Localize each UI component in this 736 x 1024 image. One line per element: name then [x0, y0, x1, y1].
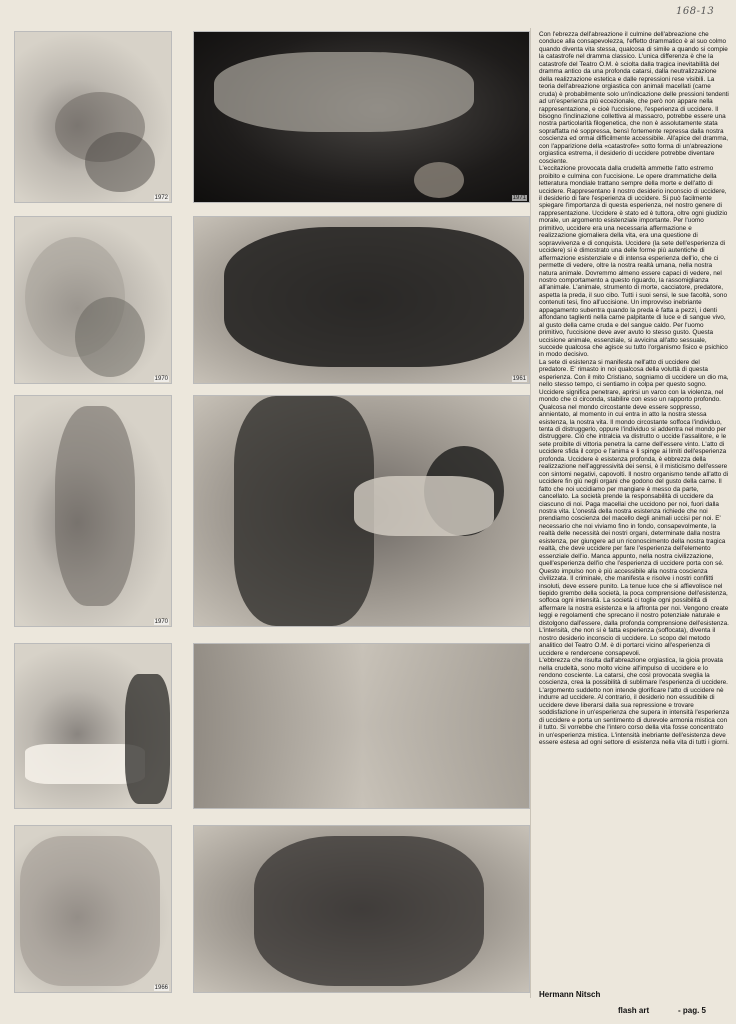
page-number: - pag. 5	[678, 1006, 707, 1015]
paragraph: L'ebbrezza che risulta dall'abreazione orgiastica, la gioia provata nella crudeltà, sono molto vicine all'impulso di uccidere e lo rendono cosciente. La catarsi, che così provocata sveglia la coscienza, crea la possibilità di sublimare l'esperienza di uccidere. L'argomento suddetto non intende glorificare l'atto di uccidere nè indurre ad uccidere. Al contrario, il desiderio non essudibile di uccidere deve liberarsi dalla sua repressione e trovare soddisfazione in un'esperienza che supera in intensità l'esperienza di uccidere e porta un sentimento di durevole armonia mistica con il tutto. Si vorrebbe che l'intero corso della vita fosse concentrato in un'esperienza mistica. L'intensità inebriante dell'esistenza deve essere estesa ad ogni settore di esistenza nella vita di tutti i giorni.	[539, 657, 729, 747]
paragraph: L'eccitazione provocata dalla crudeltà ammette l'atto estremo proibito e culmina con l'uccisione. Le opere drammatiche della letteratura mondiale trattano sempre della morte e dell'atto di uccidere. Rappresentano il nostro desiderio inconscio di uccidere, il desiderio di fare l'esperienza di uccidere. Si può facilmente spiegare l'importanza di questa esperienza, nel nostro genere di rappresentazione. Uccidere è stato ed è tuttora, oltre ogni giudizio morale, un argomento esistenziale importante. Per l'uomo primitivo, uccidere era una necessaria affermazione e realizzazione giornaliera della vita, era una questione di sopravvivenza e di conquista. Uccidere (la sete dell'esperienza di uccidere) si è dimostrato una delle forme più autentiche di affermazione esistenziale e di intensa esperienza dell'io, che ci permette di vedere, oltre la nostra realtà umana, nella nostra natura animale. Dovremmo almeno essere capaci di vedere, nel nostro comportamento a questo riguardo, la rassomiglianza all'animale. L'animale, strumento di morte, cacciatore, predatore, aspetta la preda, il suo cibo. Tutti i suoi sensi, le sue facoltà, sono contenuti tesi, fino all'uccisione. Un improvviso inebriante appagamento subentra quando la preda è fatta a pezzi, i denti affondano taglienti nella carne palpitante di luce e di sangue vivo, al gusto della carne cruda e del sangue caldo. Per l'uomo primitivo, l'uccisione deve aver avuto lo stesso gusto. Questa uccisione animale, essenziale, si avvicina all'atto sessuale, succede qualcosa che agisce su tutto l'organismo fisico e psichico in modo decisivo.	[539, 165, 728, 359]
photo-carcass-2	[14, 395, 172, 627]
photo-action-floor	[14, 643, 172, 809]
photo-action-performers	[193, 395, 530, 627]
paragraph: La sete di esistenza si manifesta nell'atto di uccidere del predatore. E' rimasto in noi qualcosa della voluttà di questa esperienza. Con il mito Cristiano, sogniamo di uccidere un dio ma, nello stesso tempo, ci sentiamo in colpa per questo sogno. Uccidere significa penetrare, aprirsi un varco con la violenza, nel mondo che ci circonda, stabilire con esso un rapporto profondo. Qualcosa nel mondo circostante deve essere soppresso, annientato, al momento in cui entra in atto la nostra stessa esistenza, la nostra vita. Il mondo circostante soffoca l'individuo, tenta di distruggerlo, oppure l'individuo si addentra nel mondo per distruggere. Ciò che intralcia va distrutto o uccide l'assalitore, e le sete proibite di vittoria penetra la carne dell'essere vinto. L'atto di uccidere sfida il corpo e l'anima e li spinge ai limiti dell'esperienza profonda. Uccidere è esistenza profonda, è ebbrezza della realizzazione nell'aggressività dei sensi, è il misticismo dell'essere con sintomi negativi, capovolti. Il nostro organismo tende all'atto di uccidere fin giù negli organi che godono del gusto della carne. Il fatto che noi uccidiamo per mangiare è messo da parte, cancellato. La società prende la responsabilità di uccidere da ciascuno di noi. Paga macellai che uccidono per noi, fuori dalla nostra vita. L'onestà della nostra esistenza richiede che noi prendiamo coscienza del macello degli animali uccisi per noi. E' necessario che noi viviamo fino in fondo, consapevolmente, la realtà delle necessità dei nostri organi, determinate dalla nostra esistenza, per giungere ad un riconoscimento della nostra tragica realtà, che deve uccidere per fare l'esperienza dell'elemento essenziale dell'io. Manca appunto, nella nostra civilizzazione, quell'esperienza dell'io che l'esperienza di uccidere porta con sé. Questo impulso non è più accessibile alla nostra coscienza civilizzata. Il criminale, che manifesta e risolve i nostri conflitti insoluti, deve essere punito. La tenue luce che si affievolisce nel tiepido grembo della società, la poca comprensione dell'esistenza, soffoca ogni intensità. La società ci toglie ogni possibilità di affermare la nostra esistenza e la affronta per noi. Vengono create leggi e regolamenti che sprecano il nostro potenziale naturale e distolgono dall'essere, dalla profonda comprensione dell'esistenza. L'intensità, che non si è fatta esperienza (soffocata), diventa il nostro desiderio inconscio di uccidere. Lo scopo del metodo analitico del Teatro O.M. è di portarci vicino all'esperienza di uccidere e rendercene consapevoli.	[539, 358, 729, 657]
photo-organs-tray	[193, 216, 530, 384]
author-name: Hermann Nitsch	[539, 990, 601, 999]
photo-year-label: 1970	[154, 619, 168, 625]
paragraph: Con l'ebrezza dell'abreazione il culmine dell'abreazione che conduce alla consapevolezza, l'effetto drammatico è al suo colmo quando diventa vita stessa, qualcosa di simile a quando si compie la catastrofe nel dramma classico. L'unica differenza è che la catastrofe del Teatro O.M. è sciolta dalla tragica inevitabilità del dramma antico da una profonda catarsi, dalla neutralizzazione della realizzazione estetica e dalle repressioni rese visibili. La teoria dell'abreazione orgiastica con animali macellati (carne cruda) è probabilmente solo un'indicazione delle pressioni tendenti ad un'esperienza più eccezionale, che però non appare nella rappresentazione, e cioè l'uccisione, l'esperienza di uccidere. Il bisogno l'inclinazione collettiva al massacro, potrebbe essere una nostra particolarità filogenetica, che non è assolutamente stata sopraffatta né soppressa, bensì fortemente repressa dalla nostra coscienza ed ormai difficilmente accessibile. All'apice del dramma, con l'apparizione della «catastrofe» sotto forma di un'abreazione orgiastica estrema, il desiderio di uccidere potrebbe diventare cosciente.	[539, 31, 729, 165]
article-text	[539, 31, 729, 747]
photo-year-label: 1961	[512, 376, 526, 382]
photo-year-label: 1970	[154, 376, 168, 382]
photo-year-label: 1971	[512, 195, 526, 201]
photo-year-label: 1972	[154, 195, 168, 201]
photo-entrails-1	[14, 31, 172, 203]
photo-carcass-1	[14, 216, 172, 384]
handwritten-note: 168-13	[676, 6, 715, 17]
column-divider	[530, 28, 531, 998]
photo-torso-closeup	[193, 643, 530, 809]
publication-name: flash art	[618, 1006, 650, 1015]
photo-year-label: 1966	[154, 985, 168, 991]
photo-brains-1	[14, 825, 172, 993]
photo-brains-2	[193, 825, 530, 993]
photo-body-sponge	[193, 31, 530, 203]
